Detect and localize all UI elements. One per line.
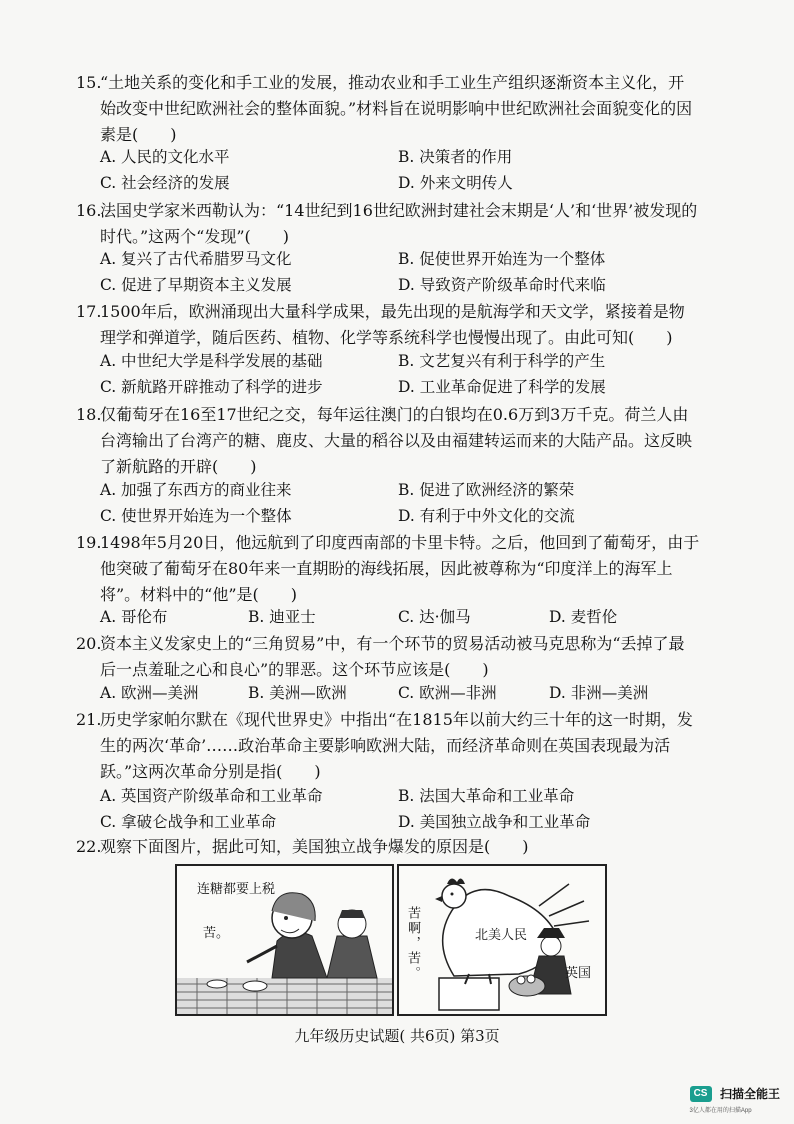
option-d: D. 工业革命促进了科学的发展 — [398, 378, 606, 396]
question-number: 17. — [76, 302, 102, 321]
cartoon-cry: 苦啊，苦。 — [405, 906, 420, 981]
scanner-watermark — [690, 1085, 780, 1114]
option-c: C. 使世界开始连为一个整体 — [100, 507, 292, 525]
cartoon-caption: 连糖都要上税 — [197, 882, 276, 897]
question-16 — [76, 198, 700, 250]
option-b: B. 美洲—欧洲 — [248, 684, 347, 702]
watermark-tagline: 3亿人都在用的扫描App — [689, 1108, 752, 1114]
option-a: A. 中世纪大学是科学发展的基础 — [100, 352, 323, 370]
question-20 — [76, 631, 700, 683]
option-c: C. 新航路开辟推动了科学的进步 — [100, 378, 323, 396]
question-18 — [76, 402, 700, 480]
question-text: 1498年5月20日，他远航到了印度西南部的卡里卡特。之后，他回到了葡萄牙，由于他突破了葡萄牙在80年来一直期盼的海线拓展，因此被尊称为“印度洋上的海军上将”。材料中的“他”是( ) — [100, 533, 700, 604]
question-number: 18. — [76, 405, 102, 424]
question-15 — [76, 70, 700, 148]
question-number: 21. — [76, 710, 102, 729]
option-b: B. 决策者的作用 — [398, 148, 513, 166]
cartoon-tax-sugar — [175, 864, 394, 1016]
question-text: “土地关系的变化和手工业的发展，推动农业和手工业生产组织逐渐资本主义化，开始改变中世纪欧洲社会的整体面貌。”材料旨在说明影响中世纪欧洲社会面貌变化的因素是( ) — [100, 73, 693, 144]
question-text: 观察下面图片，据此可知，美国独立战争爆发的原因是( ) — [100, 837, 529, 856]
option-a: A. 复兴了古代希腊罗马文化 — [100, 250, 292, 268]
question-number: 22. — [76, 837, 102, 856]
question-number: 19. — [76, 533, 102, 552]
option-a: A. 加强了东西方的商业往来 — [100, 481, 292, 499]
option-d: D. 非洲—美洲 — [549, 684, 649, 702]
option-b: B. 促使世界开始连为一个整体 — [398, 250, 606, 268]
option-a: A. 欧洲—美洲 — [100, 684, 199, 702]
option-c: C. 欧洲—非洲 — [398, 684, 497, 702]
option-d: D. 美国独立战争和工业革命 — [398, 813, 591, 831]
page-footer: 九年级历史试题( 共6页) 第3页 — [294, 1027, 500, 1045]
option-c: C. 拿破仑战争和工业革命 — [100, 813, 277, 831]
cartoon-cry: 苦。 — [203, 926, 230, 941]
question-17 — [76, 299, 700, 351]
hen-label: 北美人民 — [475, 928, 528, 943]
question-text: 仅葡萄牙在16至17世纪之交，每年运往澳门的白银均在0.6万到3万千克。荷兰人由台湾输出了台湾产的糖、鹿皮、大量的稻谷以及由福建转运而来的大陆产品。这反映了新航路的开辟( ) — [100, 405, 693, 476]
option-b: B. 迪亚士 — [248, 608, 316, 626]
option-a: A. 人民的文化水平 — [100, 148, 230, 166]
question-text: 法国史学家米西勒认为：“14世纪到16世纪欧洲封建社会末期是‘人’和‘世界’被发现的时代。”这两个“发现”( ) — [100, 201, 698, 246]
option-a: A. 英国资产阶级革命和工业革命 — [100, 787, 323, 805]
question-text: 历史学家帕尔默在《现代世界史》中指出“在1815年以前大约三十年的这一时期，发生的两次‘革命’……政治革命主要影响欧洲大陆，而经济革命则在英国表现最为活跃。”这两次革命分别是指( ) — [100, 710, 693, 781]
option-d: D. 麦哲伦 — [549, 608, 618, 626]
cartoon-hen-eggs — [397, 864, 607, 1016]
option-d: D. 外来文明传人 — [398, 174, 513, 192]
question-22 — [76, 834, 700, 860]
option-c: C. 促进了早期资本主义发展 — [100, 276, 292, 294]
watermark-brand: 扫描全能王 — [719, 1087, 780, 1102]
question-19 — [76, 530, 700, 608]
question-number: 20. — [76, 634, 102, 653]
camscanner-logo-icon: CS — [690, 1086, 712, 1102]
question-text: 资本主义发家史上的“三角贸易”中，有一个环节的贸易活动被马克思称为“丢掉了最后一点羞耻之心和良心”的罪恶。这个环节应该是( ) — [100, 634, 685, 679]
option-b: B. 促进了欧洲经济的繁荣 — [398, 481, 575, 499]
option-c: C. 达·伽马 — [398, 608, 471, 626]
question-21 — [76, 707, 700, 785]
option-b: B. 文艺复兴有利于科学的产生 — [398, 352, 606, 370]
option-d: D. 有利于中外文化的交流 — [398, 507, 575, 525]
option-c: C. 社会经济的发展 — [100, 174, 230, 192]
option-b: B. 法国大革命和工业革命 — [398, 787, 575, 805]
option-a: A. 哥伦布 — [100, 608, 168, 626]
question-number: 16. — [76, 201, 102, 220]
man-label: 英国 — [565, 966, 592, 981]
cartoon-illustration — [177, 866, 392, 1014]
question-text: 1500年后，欧洲涌现出大量科学成果，最先出现的是航海学和天文学，紧接着是物理学和弹道学，随后医药、植物、化学等系统科学也慢慢出现了。由此可知( ) — [100, 302, 685, 347]
option-d: D. 导致资产阶级革命时代来临 — [398, 276, 606, 294]
question-number: 15. — [76, 73, 102, 92]
